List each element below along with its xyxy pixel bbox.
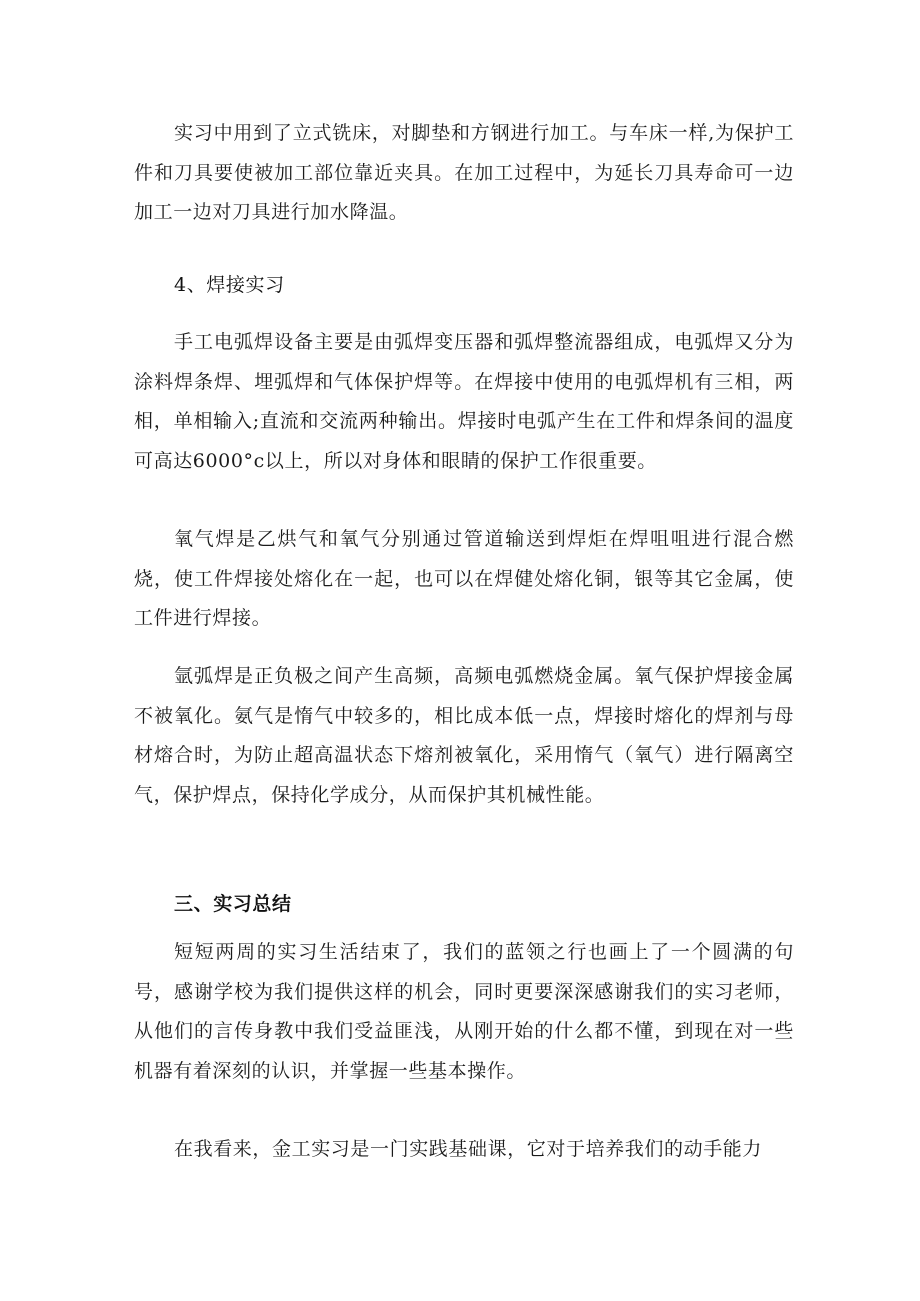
paragraph-summary: 短短两周的实习生活结束了，我们的蓝领之行也画上了一个圆满的句号，感谢学校为我们提供这样的机会，同时更要深深感谢我们的实习老师，从他们的言传身教中我们受益匪浅，从刚开始的什么都不懂，到现在对一些机器有着深刻的认识，并掌握一些基本操作。 [134, 941, 794, 1083]
section-heading-welding: 4、焊接实习 [174, 274, 285, 296]
section-heading-summary: 三、实习总结 [174, 893, 292, 915]
paragraph-gas-welding: 氧气焊是乙烘气和氧气分别通过管道输送到焊炬在焊咀咀进行混合燃烧，使工件焊接处熔化在一起，也可以在焊健处熔化铜，银等其它金属，使工件进行焊接。 [134, 528, 794, 630]
paragraph-milling: 实习中用到了立式铣床，对脚垫和方钢进行加工。与车床一样,为保护工件和刀具要使被加工部位靠近夹具。在加工过程中，为延长刀具寿命可一边加工一边对刀具进行加水降温。 [134, 122, 794, 224]
paragraph-argon-welding: 氩弧焊是正负极之间产生高频，高频电弧燃烧金属。氧气保护焊接金属不被氧化。氨气是惰气中较多的，相比成本低一点，焊接时熔化的焊剂与母材熔合时，为防止超高温状态下熔剂被氧化，采用惰气（氧气）进行隔离空气，保护焊点，保持化学成分，从而保护其机械性能。 [134, 665, 794, 807]
paragraph-arc-welding: 手工电弧焊设备主要是由弧焊变压器和弧焊整流器组成，电弧焊又分为涂料焊条焊、埋弧焊和气体保护焊等。在焊接中使用的电弧焊机有三相，两相，单相输入;直流和交流两种输出。焊接时电弧产生在工件和焊条间的温度可高达6000°c以上，所以对身体和眼睛的保护工作很重要。 [134, 331, 794, 473]
paragraph-conclusion: 在我看来，金工实习是一门实践基础课，它对于培养我们的动手能力 [174, 1138, 763, 1160]
